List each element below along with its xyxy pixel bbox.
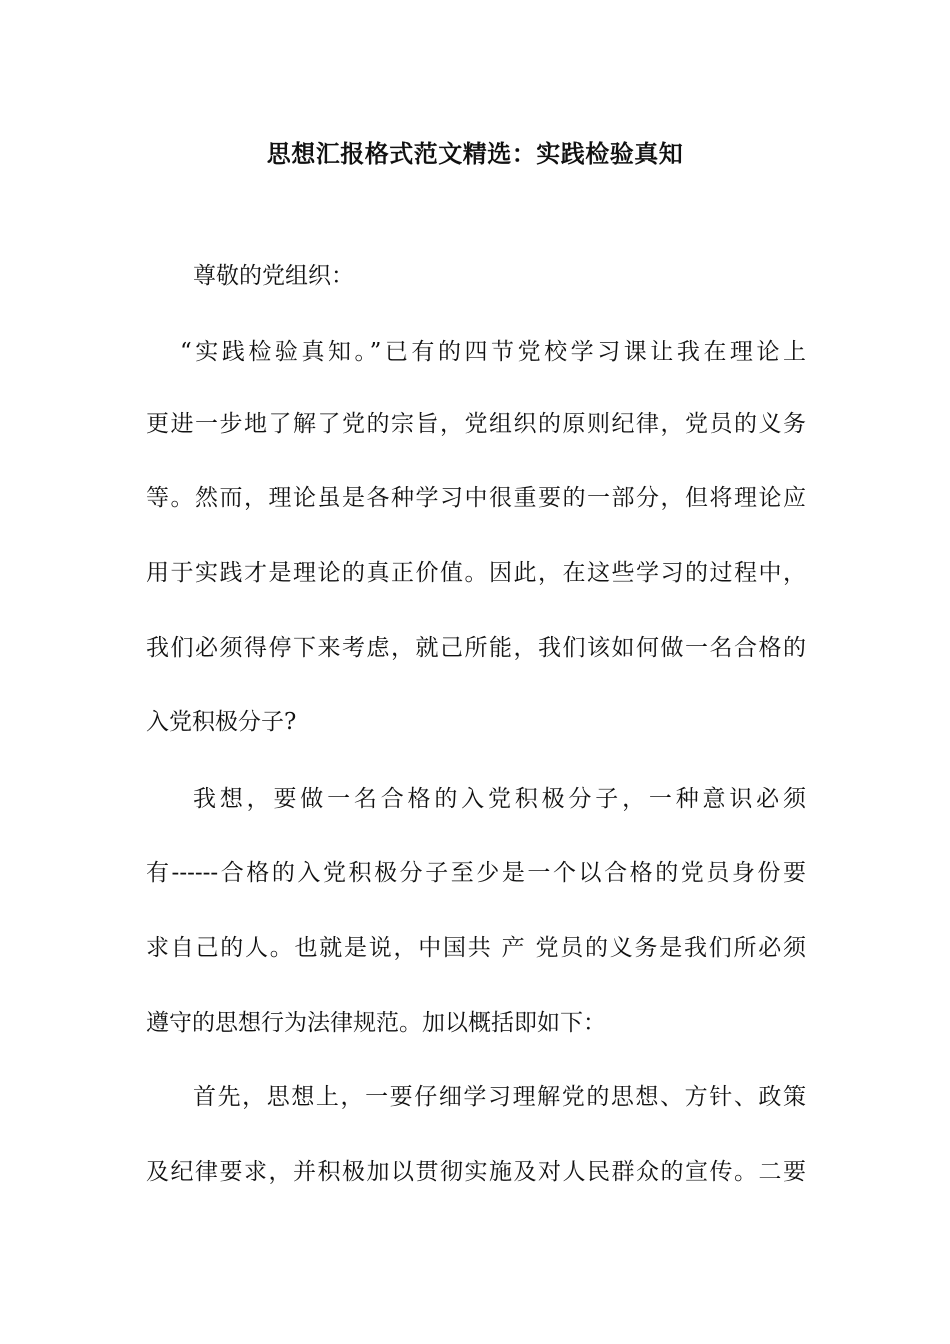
body-line: 求自己的人。也就是说，中国共 产 党员的义务是我们所必须 — [146, 935, 806, 961]
body-line: 我想，要做一名合格的入党积极分子，一种意识必须 — [193, 786, 806, 812]
document-title: 思想汇报格式范文精选：实践检验真知 — [266, 140, 684, 168]
body-line: 等。然而，理论虽是各种学习中很重要的一部分，但将理论应 — [146, 485, 806, 511]
body-line: 用于实践才是理论的真正价值。因此，在这些学习的过程中， — [146, 560, 806, 586]
body-line: 有------合格的入党积极分子至少是一个以合格的党员身份要 — [146, 860, 806, 886]
body-line: 及纪律要求，并积极加以贯彻实施及对人民群众的宣传。二要 — [146, 1159, 806, 1185]
body-line: 更进一步地了解了党的宗旨，党组织的原则纪律，党员的义务 — [146, 411, 806, 437]
body-line: 遵守的思想行为法律规范。加以概括即如下： — [146, 1010, 606, 1036]
body-line: 首先，思想上，一要仔细学习理解党的思想、方针、政策 — [193, 1084, 806, 1110]
body-line: 入党积极分子? — [146, 709, 297, 735]
salutation: 尊敬的党组织： — [193, 263, 354, 289]
body-line: 我们必须得停下来考虑，就己所能，我们该如何做一名合格的 — [146, 635, 806, 661]
body-line: “实践检验真知。”已有的四节党校学习课让我在理论上 — [180, 339, 806, 365]
